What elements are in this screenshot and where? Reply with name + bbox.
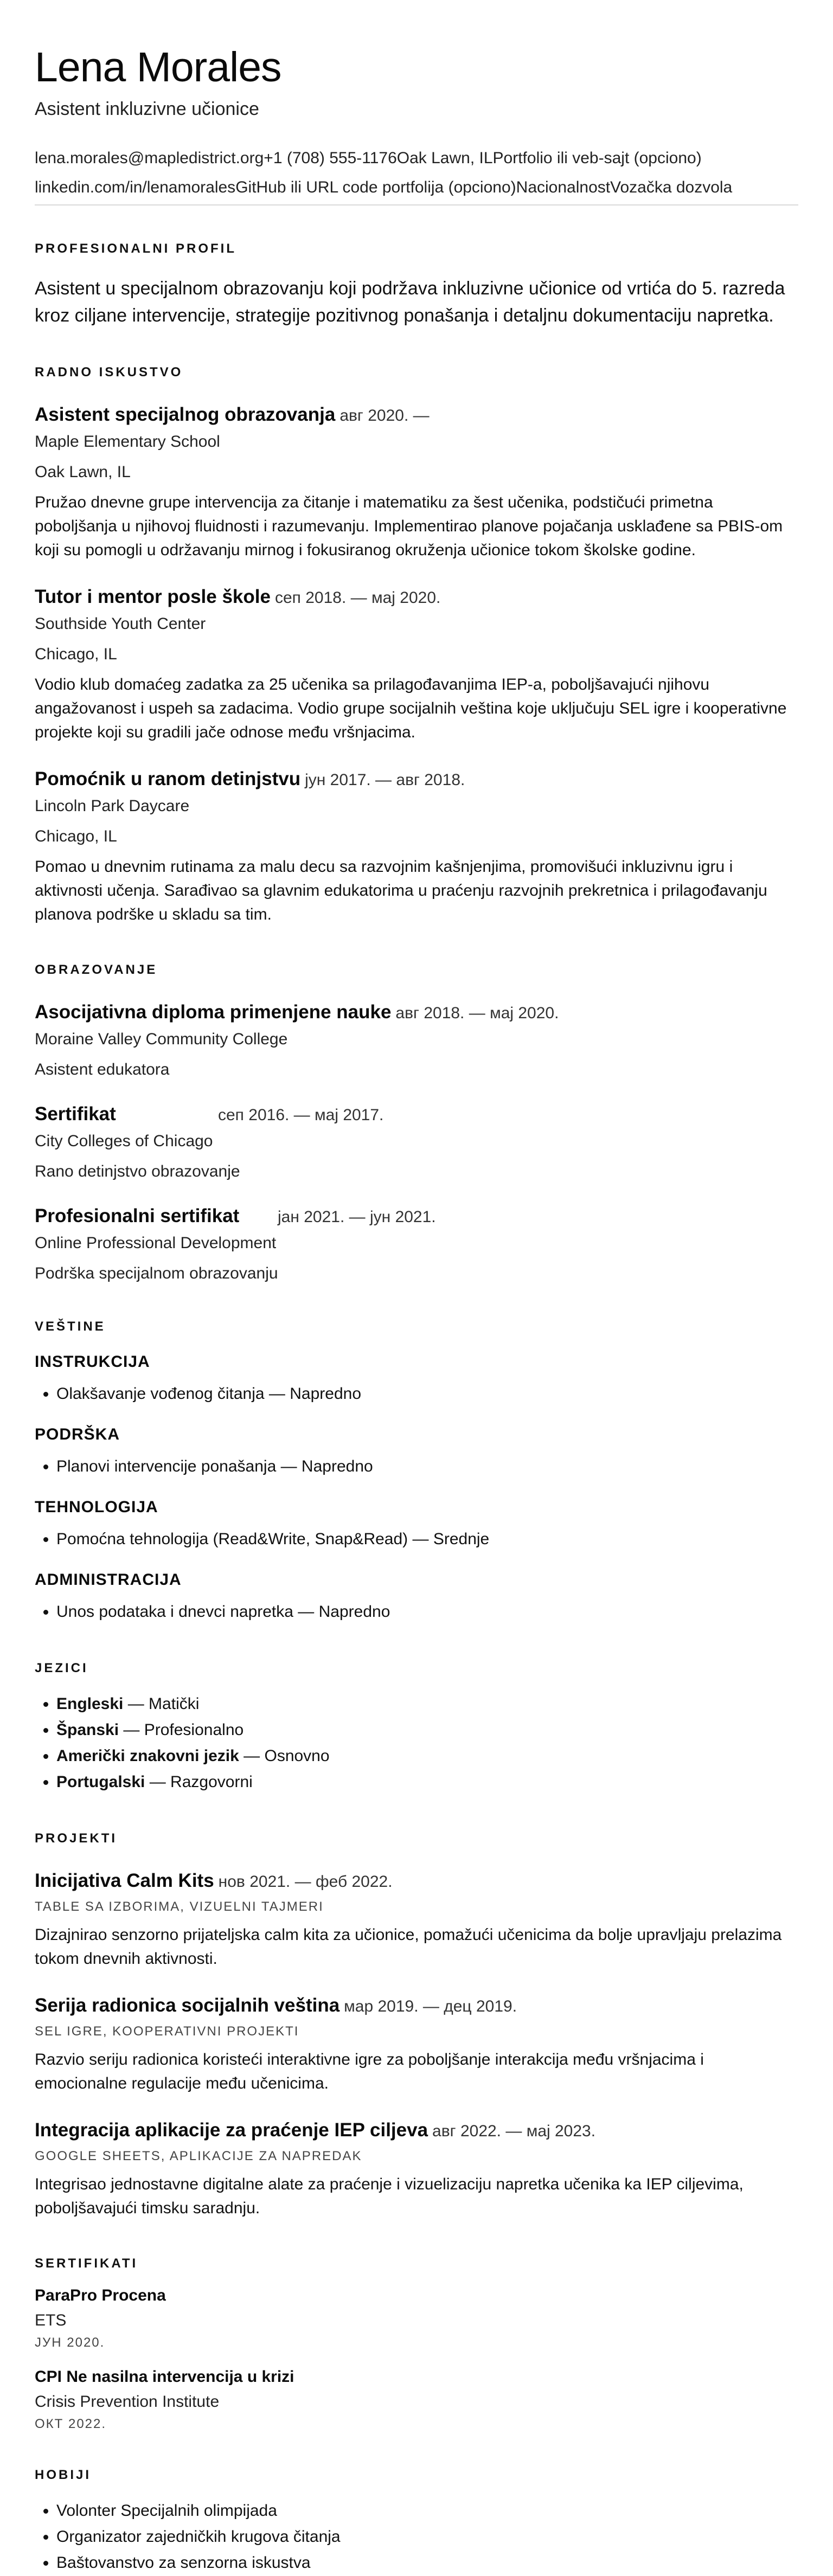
contact-line-1 <box>35 144 798 173</box>
skill-category: TEHNOLOGIJA <box>35 1498 158 1516</box>
entry-institution: Moraine Valley Community College <box>35 1030 288 1048</box>
entry-date: сеп 2016. — мај 2017. <box>218 1106 384 1124</box>
entry-field: Rano detinjstvo obrazovanje <box>35 1162 240 1180</box>
section-heading: PROFESIONALNI PROFIL <box>35 241 237 256</box>
cert-date: ОКТ 2022. <box>35 2417 107 2431</box>
entry-location: Chicago, IL <box>35 827 117 845</box>
certification-entry <box>35 2286 798 2350</box>
entry-title: Sertifikat <box>35 1103 116 1125</box>
language-name: Portugalski <box>56 1773 145 1791</box>
languages-section <box>35 1661 798 1795</box>
entry-title: Pomoćnik u ranom detinjstvu <box>35 768 301 789</box>
hobby-item: • Organizator zajedničkih krugova čitanja <box>56 2524 798 2550</box>
entry-field: Podrška specijalnom obrazovanju <box>35 1264 278 1282</box>
entry-date: авг 2022. — мај 2023. <box>432 2122 596 2140</box>
entry-title: Inicijativa Calm Kits <box>35 1870 214 1891</box>
language-item <box>56 1691 798 1717</box>
entry-organization: Lincoln Park Daycare <box>35 797 190 815</box>
skill-category: INSTRUKCIJA <box>35 1353 150 1371</box>
language-name: Engleski <box>56 1695 124 1713</box>
section-heading: RADNO ISKUSTVO <box>35 365 183 380</box>
entry-field: Asistent edukatora <box>35 1061 170 1078</box>
phone-link[interactable]: +1 (708) 555-1176 <box>264 149 397 167</box>
language-name: Američki znakovni jezik <box>56 1747 239 1765</box>
entry-description: Dizajnirao senzorno prijateljska calm kita za učionice, pomažući učenicima da bolje upravljaju prelazima tokom dnevnih aktivnosti. <box>35 1926 782 1968</box>
skill-list <box>35 1526 798 1552</box>
certification-entry <box>35 2368 798 2432</box>
language-level: — Razgovorni <box>145 1773 253 1791</box>
language-item <box>56 1769 798 1795</box>
profile-summary: Asistent u specijalnom obrazovanju koji podržava inkluzivne učionice od vrtića do 5. razreda kroz ciljane intervencije, strategije pozitivnog ponašanja i detaljnu dokumentaciju napretka. <box>35 278 785 326</box>
skill-item: • Planovi intervencije ponašanja — Napredno <box>56 1454 798 1480</box>
skill-category: ADMINISTRACIJA <box>35 1571 182 1589</box>
skill-item: • Unos podataka i dnevci napretka — Napredno <box>56 1599 798 1625</box>
entry-description: Razvio seriju radionica koristeći interaktivne igre za poboljšanje interakcija među vršnjacima i emocionalne regulacije među učenicima. <box>35 2051 704 2092</box>
certifications-section <box>35 2256 798 2432</box>
language-item <box>56 1717 798 1743</box>
header <box>35 42 798 205</box>
language-level: — Profesionalno <box>119 1721 244 1739</box>
entry-institution: Online Professional Development <box>35 1234 277 1252</box>
language-item <box>56 1743 798 1769</box>
person-name: Lena Morales <box>35 44 281 91</box>
skill-list <box>35 1599 798 1625</box>
cert-title: CPI Ne nasilna intervencija u krizi <box>35 2368 294 2386</box>
entry-title: Asistent specijalnog obrazovanja <box>35 404 336 425</box>
skill-list <box>35 1381 798 1407</box>
entry-description: Integrisao jednostavne digitalne alate za praćenje i vizuelizaciju napretka učenika ka IEP ciljevima, poboljšavajući timsku saradnju. <box>35 2175 744 2217</box>
experience-entry <box>35 586 798 744</box>
entry-institution: City Colleges of Chicago <box>35 1132 213 1150</box>
section-heading: PROJEKTI <box>35 1831 118 1846</box>
cert-issuer: Crisis Prevention Institute <box>35 2393 220 2411</box>
skill-item: • Pomoćna tehnologija (Read&Write, Snap&Read) — Srednje <box>56 1526 798 1552</box>
project-entry <box>35 2119 798 2220</box>
entry-date: нов 2021. — феб 2022. <box>218 1873 393 1891</box>
entry-date: авг 2020. — <box>339 407 430 425</box>
contact-line-2 <box>35 173 798 202</box>
entry-description: Vodio klub domaćeg zadatka za 25 učenika sa prilagođavanjima IEP-a, poboljšavajući njihovu angažovanost i uspeh sa zadacima. Vodio grupe socijalnih veština koje uključuju SEL igre i kooperativne projekte koji su gradili jače odnose među vršnjacima. <box>35 676 787 741</box>
entry-title: Tutor i mentor posle škole <box>35 586 271 607</box>
project-tags: TABLE SA IZBORIMA, VIZUELNI TAJMERI <box>35 1899 324 1914</box>
github-link[interactable]: GitHub ili URL code portfolija (opciono) <box>235 178 516 196</box>
entry-date: авг 2018. — мај 2020. <box>395 1004 559 1022</box>
entry-description: Pružao dnevne grupe intervencija za čitanje i matematiku za šest učenika, podstičući primetna poboljšanja u njihovoj fluidnosti i razumevanju. Implementirao planove pojačanja usklađene sa PBIS-om koji su pomogli u održavanju mirnog i fokusiranog okruženja učionice tokom školske godine. <box>35 493 783 559</box>
linkedin-link[interactable]: linkedin.com/in/lenamorales <box>35 178 236 196</box>
section-heading: SERTIFIKATI <box>35 2256 138 2271</box>
skill-category: PODRŠKA <box>35 1425 120 1443</box>
nationality: Nacionalnost <box>516 178 611 196</box>
section-heading: JEZICI <box>35 1661 88 1675</box>
section-heading: OBRAZOVANJE <box>35 962 158 977</box>
project-entry <box>35 1870 798 1971</box>
entry-title: Integracija aplikacije za praćenje IEP ciljeva <box>35 2119 428 2141</box>
experience-entry <box>35 768 798 927</box>
section-heading: VEŠTINE <box>35 1319 106 1334</box>
project-entry <box>35 1995 798 2096</box>
entry-location: Oak Lawn, IL <box>35 463 131 481</box>
section-heading: HOBIJI <box>35 2468 92 2482</box>
hobby-item: • Baštovanstvo za senzorna iskustva <box>56 2550 798 2576</box>
education-entry <box>35 1103 798 1181</box>
job-title: Asistent inkluzivne učionice <box>35 99 259 119</box>
entry-location: Chicago, IL <box>35 645 117 663</box>
entry-date: сеп 2018. — мај 2020. <box>274 589 441 607</box>
education-entry <box>35 1205 798 1283</box>
language-level: — Osnovno <box>239 1747 330 1765</box>
experience-section <box>35 365 798 927</box>
entry-date: јан 2021. — јун 2021. <box>278 1208 436 1226</box>
entry-date: мар 2019. — дец 2019. <box>344 1997 517 2015</box>
language-list <box>35 1691 798 1795</box>
drivers-license: Vozačka dozvola <box>610 178 733 196</box>
entry-organization: Southside Youth Center <box>35 615 206 633</box>
portfolio-link[interactable]: Portfolio ili veb-sajt (opciono) <box>492 149 702 167</box>
location: Oak Lawn, IL <box>396 149 493 167</box>
education-section <box>35 962 798 1283</box>
profile-section <box>35 241 798 329</box>
projects-section <box>35 1831 798 2220</box>
entry-title: Asocijativna diploma primenjene nauke <box>35 1001 392 1023</box>
education-entry <box>35 1001 798 1080</box>
entry-title: Profesionalni sertifikat <box>35 1205 240 1226</box>
hobbies-section <box>35 2468 798 2576</box>
entry-date: јун 2017. — авг 2018. <box>305 771 465 789</box>
hobby-item: • Volonter Specijalnih olimpijada <box>56 2498 798 2524</box>
skills-section <box>35 1319 798 1625</box>
contact-info <box>35 144 798 202</box>
language-level: — Matički <box>123 1695 200 1713</box>
skill-list <box>35 1454 798 1480</box>
language-name: Španski <box>56 1721 119 1739</box>
email-link[interactable]: lena.morales@mapledistrict.org <box>35 149 264 167</box>
entry-title: Serija radionica socijalnih veština <box>35 1995 340 2016</box>
cert-title: ParaPro Procena <box>35 2286 166 2304</box>
project-tags: GOOGLE SHEETS, APLIKACIJE ZA NAPREDAK <box>35 2149 362 2163</box>
entry-organization: Maple Elementary School <box>35 433 220 451</box>
project-tags: SEL IGRE, KOOPERATIVNI PROJEKTI <box>35 2024 299 2039</box>
cert-issuer: ETS <box>35 2311 67 2329</box>
experience-entry <box>35 404 798 562</box>
skill-item: • Olakšavanje vođenog čitanja — Napredno <box>56 1381 798 1407</box>
header-divider <box>35 204 798 205</box>
cert-date: ЈУН 2020. <box>35 2335 105 2350</box>
hobby-list <box>35 2498 798 2576</box>
entry-description: Pomao u dnevnim rutinama za malu decu sa razvojnim kašnjenjima, promovišući inkluzivnu igru i aktivnosti učenja. Sarađivao sa glavnim edukatorima u praćenju razvojnih prekretnica i prilagođavanju planova podrške u skladu sa tim. <box>35 858 767 923</box>
